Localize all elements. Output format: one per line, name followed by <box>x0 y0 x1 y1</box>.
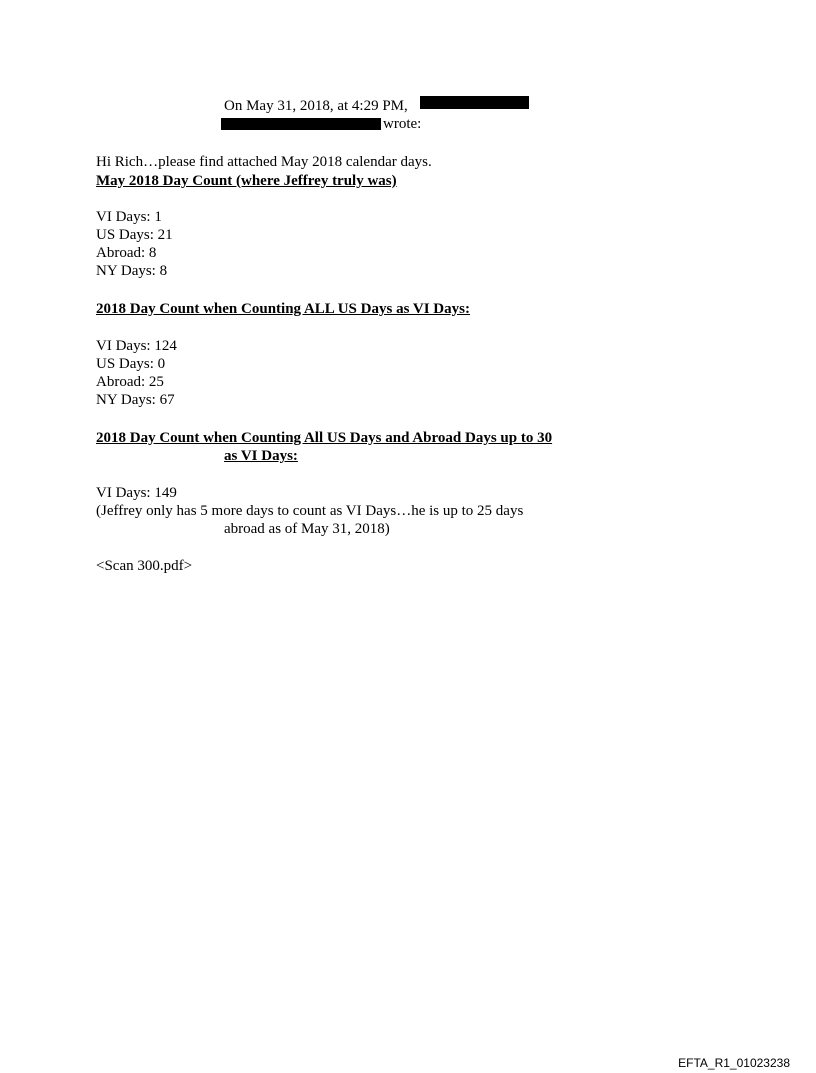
section2-item: VI Days: 124 <box>96 338 177 354</box>
section3-heading-line2: as VI Days: <box>224 448 298 464</box>
section1-heading: May 2018 Day Count (where Jeffrey truly was) <box>96 173 397 189</box>
section3-note-line1: (Jeffrey only has 5 more days to count as VI Days…he is up to 25 days <box>96 503 524 519</box>
section1-item: Abroad: 8 <box>96 245 157 261</box>
section3-heading-line1: 2018 Day Count when Counting All US Days and Abroad Days up to 30 <box>96 430 553 446</box>
redaction-bar-sender-name <box>420 96 529 109</box>
redaction-bar-sender-email <box>221 118 381 130</box>
section3-note-line2: abroad as of May 31, 2018) <box>224 521 390 537</box>
section1-item: NY Days: 8 <box>96 263 168 279</box>
section1-item: US Days: 21 <box>96 227 173 243</box>
section2-heading: 2018 Day Count when Counting ALL US Days as VI Days: <box>96 301 470 317</box>
email-header-wrote: wrote: <box>383 116 422 132</box>
section2-item: US Days: 0 <box>96 356 166 372</box>
greeting-text: Hi Rich…please find attached May 2018 calendar days. <box>96 154 432 170</box>
section2-item: Abroad: 25 <box>96 374 164 390</box>
attachment-label: <Scan 300.pdf> <box>96 558 193 574</box>
section3-item: VI Days: 149 <box>96 485 177 501</box>
section2-item: NY Days: 67 <box>96 392 175 408</box>
section1-item: VI Days: 1 <box>96 209 162 225</box>
document-id: EFTA_R1_01023238 <box>678 1056 790 1070</box>
email-header-line1: On May 31, 2018, at 4:29 PM, <box>224 98 408 114</box>
